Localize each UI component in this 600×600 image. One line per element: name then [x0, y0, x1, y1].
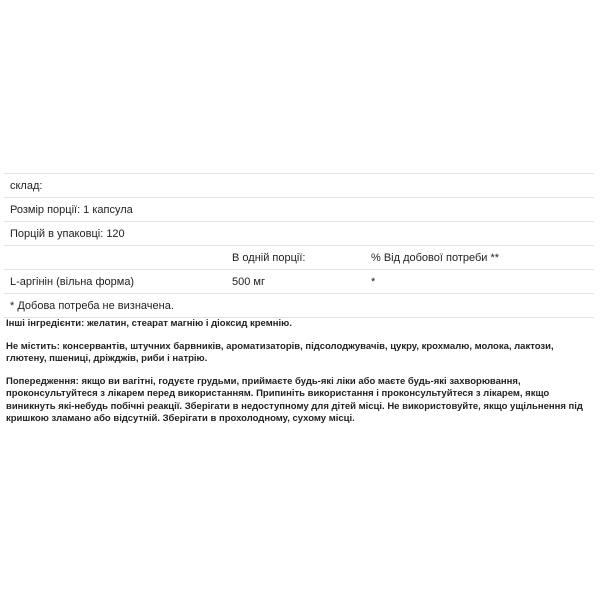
warning-statement: Попередження: якщо ви вагітні, годуєте грудьми, приймаєте будь-які ліки або маєте будь-які захворювання, проконсультуйтеся з лікарем перед використанням. Припиніть використання і проконсультуйтеся з лікарем, якщо виникнуть які-небудь побічні реакції. Зберігати в недоступному для дітей місці. Не використовуйте, якщо ущільнення під кришкою зламано або відсутній. Зберігати в прохолодному, сухому місці. [6, 375, 583, 424]
header-per-serving: В одній порції: [226, 246, 365, 270]
serving-size: Розмір порції: 1 капсула [4, 198, 594, 222]
footnote-row [4, 294, 594, 318]
servings-per-container: Порцій в упаковці: 120 [4, 222, 594, 246]
ingredient-amount: 500 мг [226, 270, 365, 294]
serving-size-row [4, 198, 594, 222]
table-header-row [4, 246, 594, 270]
free-from-statement: Не містить: консервантів, штучних барвників, ароматизаторів, підсолоджувачів, цукру, крохмалю, молока, лактози, глютену, пшениці, дріжджів, риби і натрію. [6, 340, 554, 364]
ingredient-row [4, 270, 594, 294]
composition-label: склад: [4, 174, 594, 198]
footnote: * Добова потреба не визначена. [4, 294, 594, 318]
ingredient-daily-value: * [365, 270, 594, 294]
supplement-facts-table [4, 173, 594, 318]
ingredient-name: L-аргінін (вільна форма) [4, 270, 226, 294]
other-ingredients: Інші інгредієнти: желатин, стеарат магнію і діоксид кремнію. [6, 318, 292, 329]
servings-per-container-row [4, 222, 594, 246]
product-notes [6, 318, 594, 436]
composition-row [4, 174, 594, 198]
header-empty-cell [4, 246, 226, 270]
header-daily-value: % Від добової потреби ** [365, 246, 594, 270]
